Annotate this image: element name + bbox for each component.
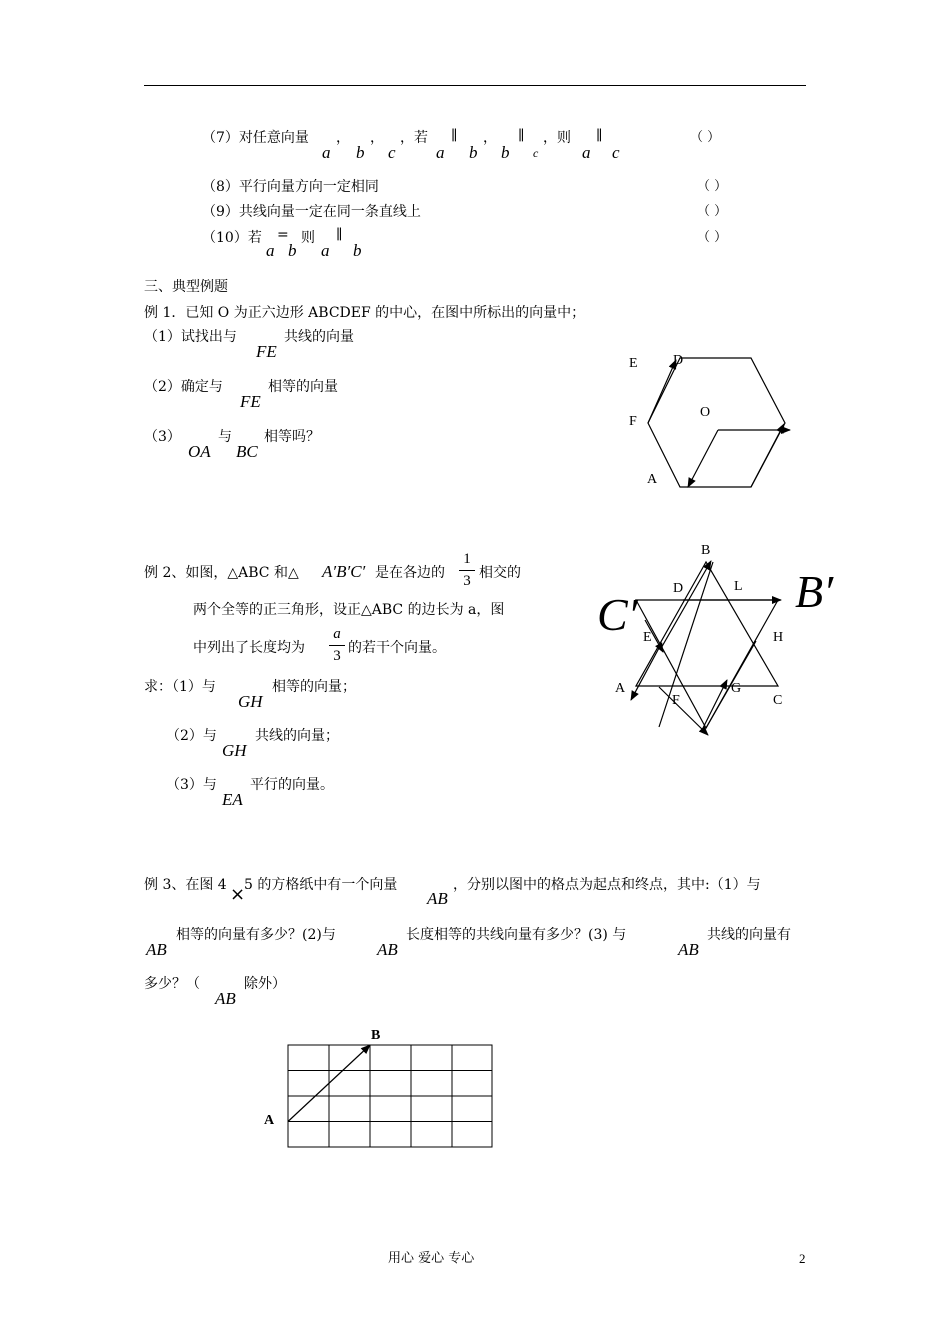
- example-1-intro: 例 1．已知 O 为正六边形 ABCDEF 的中心，在图中所标出的向量中；: [144, 305, 586, 321]
- example-1-q1-vector: FE: [256, 342, 277, 361]
- example-2-q2-pre: （2）与: [166, 728, 217, 744]
- example-2-q1-pre: 求：（1）与: [144, 679, 216, 695]
- example-2-line2: 两个全等的正三角形，设正△ABC 的边长为 a，图: [193, 602, 505, 618]
- hex-label-O: O: [700, 405, 711, 420]
- item-7-vec-a: a: [322, 143, 331, 162]
- grid-label-B: B: [371, 1028, 381, 1043]
- item-10-par: ∥: [336, 227, 343, 243]
- item-7-par3: ∥: [596, 128, 603, 144]
- example-2-q3-pre: （3）与: [166, 777, 217, 793]
- example-1-q3-pre: （3）: [144, 429, 181, 445]
- item-10-then: 则: [301, 230, 315, 246]
- item-7-par1: ∥: [451, 128, 458, 144]
- item-7-sep4: ，: [483, 130, 497, 146]
- item-10-prefix: （10）若: [202, 230, 262, 246]
- example-1-q3-vector-1: OA: [188, 442, 211, 461]
- star-label-H: H: [773, 630, 784, 645]
- example-3-line2-a: 相等的向量有多少？(2)与: [176, 927, 336, 943]
- example-1-q2-post: 相等的向量: [268, 379, 338, 395]
- example-3-line2-vector-2: AB: [377, 940, 398, 959]
- item-7-vec-b3: b: [501, 143, 510, 162]
- example-3-line1-vector: AB: [427, 889, 448, 908]
- item-7-vec-a3: a: [582, 143, 591, 162]
- example-3-line2-c: 共线的向量有: [707, 927, 791, 943]
- example-3-line2-b: 长度相等的共线向量有多少？(3) 与: [406, 927, 627, 943]
- example-1-q1-pre: （1）试找出与: [144, 329, 237, 345]
- item-7-vec-a2: a: [436, 143, 445, 162]
- hex-label-E: E: [629, 356, 638, 371]
- example-2-line3-post: 的若干个向量。: [348, 640, 446, 656]
- item-8-answer-paren: （ ）: [697, 179, 728, 194]
- example-1-q2-vector: FE: [240, 392, 261, 411]
- grid-label-A: A: [264, 1113, 275, 1128]
- example-3-line3-vector: AB: [215, 989, 236, 1008]
- item-8-text: （8）平行向量方向一定相同: [202, 179, 379, 195]
- example-3-line1-post: ，分别以图中的格点为起点和终点，其中:（1）与: [453, 877, 761, 893]
- example-2-q1-vector: GH: [238, 692, 263, 711]
- star-label-F: F: [672, 693, 680, 708]
- example-2-line1-mid: 是在各边的: [375, 565, 445, 581]
- example-2-q3-vector: EA: [222, 790, 243, 809]
- example-3-line3-pre: 多少？（: [144, 976, 200, 992]
- item-10-vec-b2: b: [353, 241, 362, 260]
- example-3-line3-post: 除外）: [244, 976, 286, 992]
- item-7-sep1: ，: [336, 130, 350, 146]
- example-3-times: ×: [230, 884, 246, 905]
- item-10-eq: =: [277, 227, 289, 243]
- item-10-vec-a2: a: [321, 241, 330, 260]
- item-7-vec-b2: b: [469, 143, 478, 162]
- star-label-A: A: [615, 681, 626, 696]
- item-7-prefix: （7）对任意向量: [202, 130, 309, 146]
- item-7-answer-paren: （ ）: [690, 130, 721, 145]
- star-label-E: E: [643, 630, 652, 645]
- star-label-C-prime: C′: [597, 589, 638, 640]
- item-10-answer-paren: （ ）: [697, 230, 728, 245]
- star-label-G: G: [731, 681, 742, 696]
- example-2-line1-pre: 例 2、如图，△ABC 和△: [144, 565, 299, 581]
- item-10-vec-a: a: [266, 241, 275, 260]
- example-1-q3-mid: 与: [218, 429, 232, 445]
- example-1-q1-post: 共线的向量: [284, 329, 354, 345]
- section-title: 三、典型例题: [144, 279, 228, 295]
- example-2-q2-vector: GH: [222, 741, 247, 760]
- page-number: 2: [799, 1251, 806, 1266]
- example-1-q3-post: 相等吗？: [264, 429, 320, 445]
- example-3-line1-pre: 例 3、在图 4: [144, 877, 227, 893]
- star-label-C: C: [773, 693, 783, 708]
- item-7-vec-c2: c: [612, 143, 620, 162]
- item-7-vec-c-small: c: [533, 146, 539, 160]
- hex-label-A: A: [647, 472, 658, 487]
- item-7-sep2: ，: [370, 130, 384, 146]
- item-7-sep3: ，若: [400, 130, 428, 146]
- item-7-sep5: ，则: [543, 130, 571, 146]
- example-1-q2-pre: （2）确定与: [144, 379, 223, 395]
- item-9-answer-paren: （ ）: [697, 204, 728, 219]
- example-1-q3-vector-2: BC: [236, 442, 258, 461]
- example-2-line3-pre: 中列出了长度均为: [193, 640, 305, 656]
- star-label-B-prime: B′: [795, 566, 834, 617]
- example-2-q2-post: 共线的向量；: [255, 728, 339, 744]
- star-label-L: L: [734, 579, 743, 594]
- star-label-B: B: [701, 543, 711, 558]
- footer-motto: 用心 爱心 专心: [388, 1251, 475, 1266]
- example-2-fraction-one-third: 1 3: [459, 551, 475, 590]
- example-2-q1-post: 相等的向量；: [272, 679, 356, 695]
- item-7-par2: ∥: [518, 128, 525, 144]
- item-7-vec-b: b: [356, 143, 365, 162]
- star-label-D: D: [673, 581, 684, 596]
- hex-label-F: F: [629, 414, 637, 429]
- item-7-vec-c: c: [388, 143, 396, 162]
- example-2-fraction-a-third: a 3: [329, 626, 345, 665]
- grid-lines: [288, 1045, 492, 1147]
- hex-label-D: D: [673, 353, 684, 368]
- item-10-vec-b: b: [288, 241, 297, 260]
- example-3-line1-5: 5 的方格纸中有一个向量: [244, 877, 398, 893]
- example-2-line1-post: 相交的: [479, 565, 521, 581]
- example-2-q3-post: 平行的向量。: [250, 777, 334, 793]
- item-9-text: （9）共线向量一定在同一条直线上: [202, 204, 421, 220]
- example-3-line2-vector-3: AB: [678, 940, 699, 959]
- example-2-triangle-name: A′B′C′: [322, 562, 366, 581]
- example-3-line2-vector-1: AB: [146, 940, 167, 959]
